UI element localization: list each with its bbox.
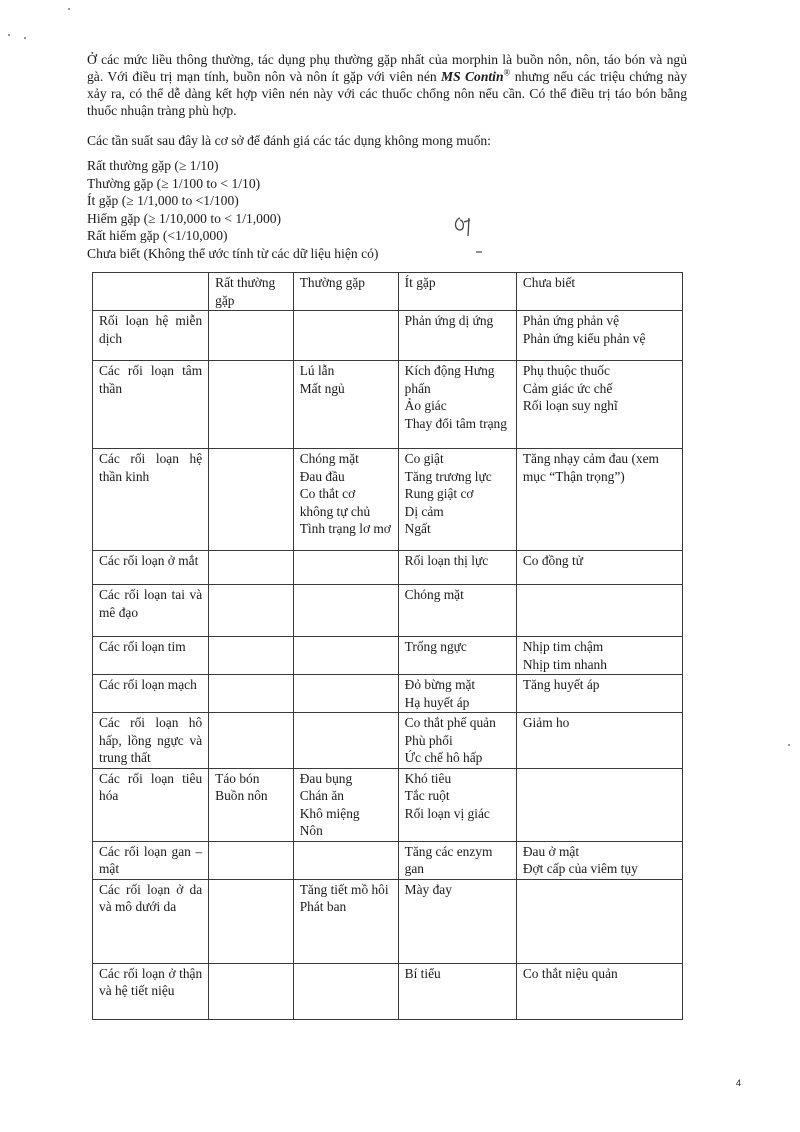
- cell-line: Co thắt phế quản: [404, 715, 496, 730]
- effect-cell: [398, 585, 516, 637]
- effect-cell: [516, 963, 682, 1019]
- cell-line: Táo bón: [215, 770, 260, 786]
- effect-cell: [209, 963, 294, 1019]
- cell-line: Đỏ bừng mặt: [404, 677, 476, 692]
- table-row: [93, 311, 683, 361]
- frequency-list: [87, 157, 378, 262]
- cell-line: Ức chế hô hấp: [404, 750, 483, 765]
- effect-cell: [293, 675, 398, 713]
- cell-line: Cảm giác ức chế: [522, 380, 613, 396]
- table-row: [93, 963, 683, 1019]
- effect-cell: [209, 675, 294, 713]
- cell-line: Các rối loạn tiêu hóa: [99, 770, 203, 803]
- effect-cell: [293, 311, 398, 361]
- cell-line: Lú lẫn: [299, 363, 335, 378]
- effect-cell: [398, 311, 516, 361]
- cell-line: Buồn nôn: [215, 788, 268, 803]
- cell-line: Rối loạn thị lực: [404, 553, 489, 568]
- effect-cell: [398, 361, 516, 449]
- page-number: 4: [736, 1078, 742, 1088]
- organ-class-cell: [93, 841, 209, 879]
- effect-cell: [209, 361, 294, 449]
- header-cell: [93, 273, 209, 311]
- cell-line: Kích động Hưng phấn: [404, 363, 495, 396]
- cell-line: Chán ăn: [299, 788, 344, 803]
- effect-cell: [516, 551, 682, 585]
- organ-class-cell: [93, 879, 209, 963]
- effect-cell: [516, 768, 682, 841]
- table-row: [93, 713, 683, 769]
- effect-cell: [209, 879, 294, 963]
- cell-line: Hạ huyết áp: [404, 694, 470, 710]
- effect-cell: [516, 713, 682, 769]
- cell-line: Đau đầu: [299, 468, 345, 484]
- table-row: [93, 551, 683, 585]
- table-row: [93, 585, 683, 637]
- effect-cell: [398, 963, 516, 1019]
- effect-cell: [209, 311, 294, 361]
- cell-line: Rối loạn hệ miễn dịch: [99, 313, 203, 346]
- cell-line: Nhịp tim nhanh: [522, 656, 607, 672]
- organ-class-cell: [93, 551, 209, 585]
- effect-cell: [516, 311, 682, 361]
- organ-class-cell: [93, 637, 209, 675]
- effect-cell: [293, 637, 398, 675]
- scan-speck: [8, 34, 10, 36]
- cell-line: Các rối loạn hệ thần kinh: [99, 451, 203, 484]
- effect-cell: [516, 841, 682, 879]
- effect-cell: [398, 637, 516, 675]
- table-row: [93, 675, 683, 713]
- cell-line: Các rối loạn hô hấp, lồng ngực và trung thất: [99, 715, 203, 765]
- cell-line: Ngất: [404, 521, 431, 536]
- effect-cell: [398, 768, 516, 841]
- cell-line: Tăng tiết mồ hôi: [299, 881, 389, 897]
- cell-line: Các rối loạn ở thận và hệ tiết niệu: [99, 965, 203, 998]
- scan-speck: [24, 37, 26, 39]
- frequency-intro: Các tần suất sau đây là cơ sở để đánh giá các tác dụng không mong muốn:: [87, 133, 491, 148]
- header-cell: Thường gặp: [293, 273, 398, 311]
- cell-line: Bí tiểu: [404, 965, 441, 981]
- effect-cell: [293, 449, 398, 551]
- cell-line: Tăng nhạy cảm đau (xem mục “Thận trọng”): [522, 451, 659, 484]
- cell-line: Tăng các enzym gan: [404, 843, 493, 876]
- cell-line: Các rối loạn tâm thần: [99, 363, 203, 396]
- cell-line: Tắc ruột: [404, 788, 450, 803]
- cell-line: Các rối loạn ở da và mô dưới da: [99, 881, 203, 914]
- cell-line: Các rối loạn gan – mật: [99, 843, 203, 876]
- cell-line: Ảo giác: [404, 398, 447, 413]
- frequency-item: Chưa biết (Không thể ước tính từ các dữ liệu hiện có): [87, 245, 379, 261]
- table-header-row: [93, 273, 683, 311]
- cell-line: Co thắt niệu quản: [522, 965, 618, 981]
- organ-class-cell: [93, 311, 209, 361]
- cell-line: Phát ban: [299, 899, 347, 914]
- cell-line: Tăng trương lực: [404, 468, 492, 484]
- cell-line: Tăng huyết áp: [522, 677, 600, 692]
- cell-line: Co đồng tử: [522, 553, 583, 568]
- effect-cell: [293, 963, 398, 1019]
- table-row: [93, 361, 683, 449]
- table-row: [93, 449, 683, 551]
- effect-cell: [293, 713, 398, 769]
- cell-line: Đợt cấp của viêm tụy: [522, 861, 638, 876]
- cell-line: Khó tiêu: [404, 770, 452, 786]
- effect-cell: [398, 879, 516, 963]
- organ-class-cell: [93, 675, 209, 713]
- effect-cell: [516, 675, 682, 713]
- effect-cell: [516, 585, 682, 637]
- organ-class-cell: [93, 449, 209, 551]
- effect-cell: [209, 551, 294, 585]
- effect-cell: [516, 879, 682, 963]
- effect-cell: [293, 768, 398, 841]
- table-row: [93, 879, 683, 963]
- effect-cell: [209, 449, 294, 551]
- header-cell: Chưa biết: [516, 273, 682, 311]
- cell-line: Trống ngực: [404, 639, 467, 654]
- cell-line: Mất ngủ: [299, 380, 345, 396]
- cell-line: Các rối loạn tim: [99, 639, 186, 654]
- cell-line: Các rối loạn mạch: [99, 677, 197, 692]
- cell-line: Co giật: [404, 451, 444, 466]
- cell-line: Rối loạn vị giác: [404, 805, 490, 821]
- effect-cell: [516, 449, 682, 551]
- cell-line: Thay đổi tâm trạng: [404, 415, 507, 431]
- cell-line: Co thắt cơ không tự chủ: [299, 486, 371, 519]
- cell-line: Nôn: [299, 823, 323, 838]
- effect-cell: [209, 841, 294, 879]
- cell-line: Giảm ho: [522, 715, 570, 730]
- effect-cell: [398, 841, 516, 879]
- cell-line: Rung giật cơ: [404, 486, 474, 501]
- cell-line: Đau ở mật: [522, 843, 580, 859]
- cell-line: Phản ứng dị ứng: [404, 313, 494, 328]
- organ-class-cell: [93, 713, 209, 769]
- effect-cell: [398, 675, 516, 713]
- frequency-item: Ít gặp (≥ 1/1,000 to <1/100): [87, 193, 239, 208]
- adverse-effects-table: [92, 272, 683, 1020]
- cell-line: Các rối loạn ở mắt: [99, 553, 199, 568]
- scan-speck: [788, 744, 790, 746]
- scan-speck: [68, 8, 70, 10]
- cell-line: Nhịp tim chậm: [522, 639, 604, 654]
- cell-line: Các rối loạn tai và mê đạo: [99, 587, 203, 620]
- frequency-item: Rất thường gặp (≥ 1/10): [87, 158, 219, 173]
- cell-line: Chóng mặt: [299, 451, 359, 466]
- intro-paragraph: Ở các mức liều thông thường, tác dụng phụ thường gặp nhất của morphin là buồn nôn, nôn, táo bón và ngủ gà. Với điều trị mạn tính, buồn nôn và nôn ít gặp với viên nén MS Contin® nhưng nếu các triệu chứng này xảy ra, có thể dễ dàng kết hợp viên nén này với các thuốc chống nôn nếu cần. Có thể điều trị táo bón bằng thuốc nhuận tràng phù hợp.: [87, 52, 687, 118]
- organ-class-cell: [93, 585, 209, 637]
- effect-cell: [293, 841, 398, 879]
- cell-line: Phù phổi: [404, 732, 453, 748]
- header-cell: Ít gặp: [398, 273, 516, 311]
- organ-class-cell: [93, 361, 209, 449]
- frequency-item: Thường gặp (≥ 1/100 to < 1/10): [87, 175, 261, 191]
- cell-line: Phụ thuộc thuốc: [522, 363, 610, 378]
- frequency-item: Hiếm gặp (≥ 1/10,000 to < 1/1,000): [87, 210, 282, 226]
- effect-cell: [293, 551, 398, 585]
- cell-line: Tình trạng lơ mơ: [299, 521, 391, 536]
- cell-line: Khô miệng: [299, 805, 360, 821]
- cell-line: Rối loạn suy nghĩ: [522, 398, 618, 413]
- effect-cell: [293, 361, 398, 449]
- cell-line: Phản ứng kiểu phản vệ: [522, 330, 646, 346]
- cell-line: Chóng mặt: [404, 587, 464, 602]
- header-cell: Rất thường gặp: [209, 273, 294, 311]
- effect-cell: [293, 585, 398, 637]
- effect-cell: [398, 551, 516, 585]
- handwritten-mark: [452, 214, 492, 258]
- effect-cell: [398, 713, 516, 769]
- effect-cell: [209, 768, 294, 841]
- effect-cell: [293, 879, 398, 963]
- effect-cell: [516, 637, 682, 675]
- cell-line: Mày đay: [404, 881, 452, 897]
- brand-name: MS Contin: [441, 69, 504, 84]
- table-row: [93, 768, 683, 841]
- table-row: [93, 841, 683, 879]
- effect-cell: [209, 585, 294, 637]
- frequency-item: Rất hiếm gặp (<1/10,000): [87, 228, 228, 243]
- effect-cell: [516, 361, 682, 449]
- organ-class-cell: [93, 963, 209, 1019]
- cell-line: Dị cảm: [404, 503, 444, 519]
- effect-cell: [209, 713, 294, 769]
- table-row: [93, 637, 683, 675]
- organ-class-cell: [93, 768, 209, 841]
- cell-line: Đau bụng: [299, 770, 353, 786]
- cell-line: Phản ứng phản vệ: [522, 313, 620, 328]
- effect-cell: [398, 449, 516, 551]
- effect-cell: [209, 637, 294, 675]
